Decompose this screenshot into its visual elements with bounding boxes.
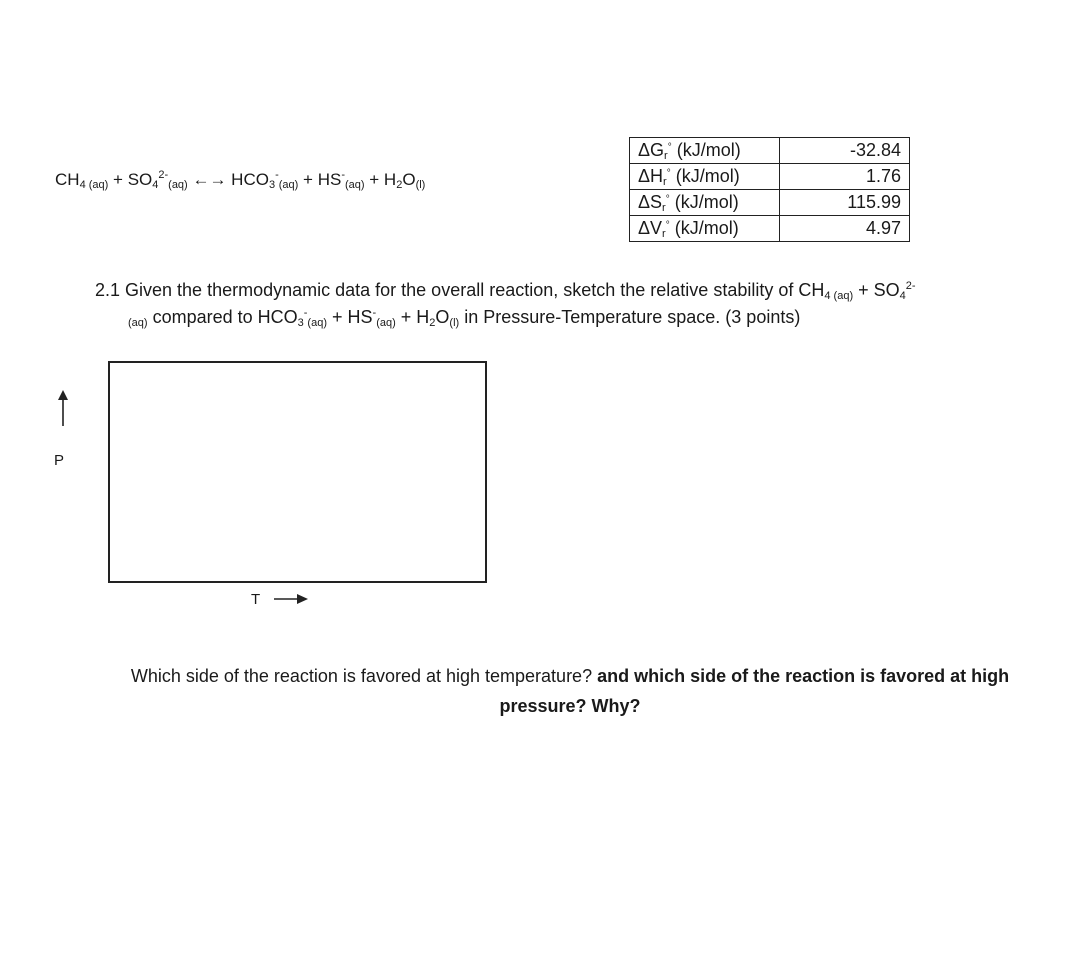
product-o-text: O [402,170,416,189]
standard-state-mark: ° [667,142,672,153]
product-h-subscript: 2 [396,179,403,191]
quantity-symbol: ΔH [638,166,664,186]
table-row [630,164,910,190]
quantity-unit: (kJ/mol) [669,192,739,212]
question-text: + SO [853,280,900,300]
table-row [630,190,910,216]
question-line-1 [95,277,916,304]
product-hco-charge: - [275,169,279,181]
question-2-1-text [95,277,916,331]
quantity-subscript: r [662,202,666,214]
plus-sign: + [364,170,384,189]
reactant-so-text: SO [127,170,153,189]
product-h2o-phase: (l) [415,179,426,191]
question-line-2 [95,304,916,331]
value-cell: 115.99 [780,190,910,216]
quantity-unit: (kJ/mol) [670,166,740,186]
reactant-ch-phase: (aq) [85,179,109,191]
standard-state-mark: ° [666,168,671,179]
quantity-cell [630,138,780,164]
temperature-axis-label: T [251,591,261,608]
arrow-right-icon [270,592,308,606]
pressure-axis-label: P [54,452,65,469]
product-hs-charge: - [341,169,345,181]
plus-sign: + [108,170,128,189]
product-hco-text: HCO [231,170,269,189]
question-text: compared to HCO [147,307,298,327]
question-text: + HS [326,307,373,327]
standard-state-mark: ° [665,194,670,205]
value-cell: 1.76 [780,164,910,190]
question-bold-text: and which side of the reaction is favored at high pressure? Why? [499,666,1010,716]
thermodynamic-data-table [629,137,910,242]
quantity-symbol: ΔV [638,218,663,238]
table-row [630,216,910,242]
phase-label: (aq) [128,317,148,329]
reactant-so-charge: 2- [158,169,169,181]
quantity-subscript: r [662,228,666,240]
standard-state-mark: ° [665,220,670,231]
product-h-text: H [383,170,397,189]
plus-sign: + [298,170,318,189]
quantity-unit: (kJ/mol) [669,218,739,238]
charge-label: 2- [905,280,916,292]
question-text: 2.1 Given the thermodynamic data for the overall reaction, sketch the relative stability of CH [95,280,825,300]
question-text: in Pressure-Temperature space. (3 points) [459,307,801,327]
charge-label: - [303,307,308,319]
subscript: 4 [899,290,906,302]
product-hco-subscript: 3 [268,179,276,191]
reactant-ch-text: CH [55,170,80,189]
product-hco-phase: (aq) [278,179,299,191]
quantity-subscript: r [663,176,667,188]
subscript: 4 [824,290,831,302]
product-hs-text: HS [317,170,342,189]
phase-label: (l) [449,317,460,329]
subscript: 3 [297,317,304,329]
phase-label: (aq) [376,317,396,329]
product-hs-phase: (aq) [344,179,365,191]
reactant-ch-subscript: 4 [79,179,86,191]
question-normal-text: Which side of the reaction is favored at high temperature? [130,666,598,686]
subscript: 2 [429,317,436,329]
question-text: + H [395,307,430,327]
value-cell: -32.84 [780,138,910,164]
quantity-cell [630,190,780,216]
quantity-subscript: r [664,150,668,162]
table-row [630,138,910,164]
reactant-so-phase: (aq) [168,179,188,191]
reactant-so-subscript: 4 [152,179,159,191]
follow-up-question [110,661,1030,721]
quantity-cell [630,164,780,190]
quantity-unit: (kJ/mol) [671,140,741,160]
arrow-up-icon [55,390,71,426]
phase-label: (aq) [307,317,327,329]
value-cell: 4.97 [780,216,910,242]
quantity-cell [630,216,780,242]
pt-sketch-area[interactable] [108,361,487,583]
charge-label: - [372,307,377,319]
reaction-equation [55,170,425,190]
equilibrium-arrow: ←→ [187,170,232,189]
phase-label: (aq) [830,290,854,302]
quantity-symbol: ΔS [638,192,663,212]
question-text: O [435,307,450,327]
quantity-symbol: ΔG [638,140,665,160]
